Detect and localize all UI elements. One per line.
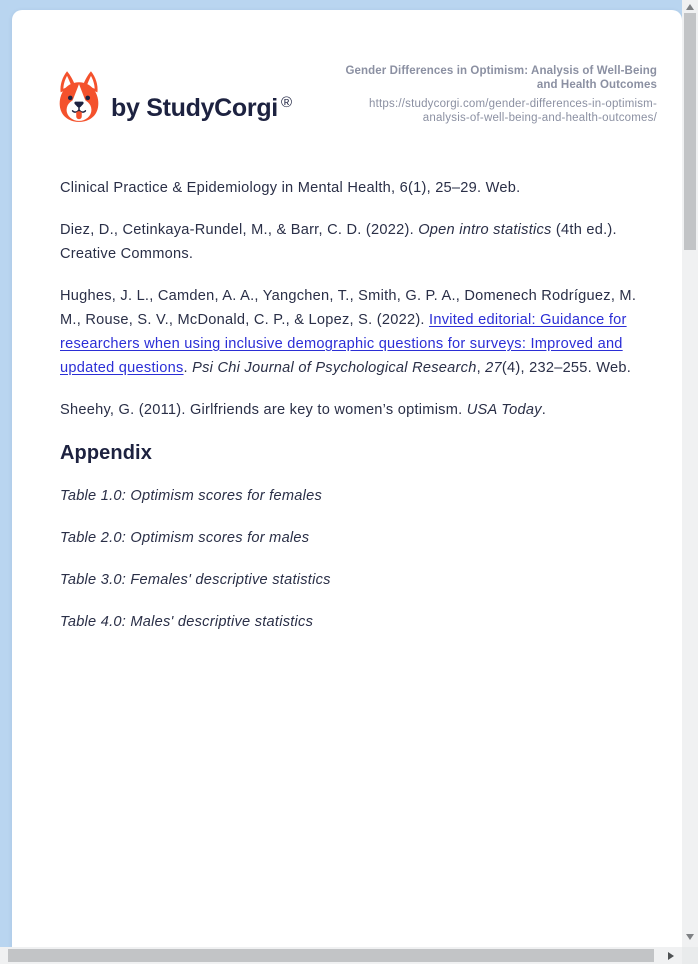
horizontal-scrollbar-thumb[interactable] xyxy=(8,949,654,962)
document-meta xyxy=(312,64,657,125)
table-caption: Table 2.0: Optimism scores for males xyxy=(60,530,310,546)
table-caption: Table 4.0: Males' descriptive statistics xyxy=(60,614,314,630)
document-url-line: analysis-of-well-being-and-health-outcomes/ xyxy=(422,112,657,124)
document-url-link[interactable] xyxy=(312,97,657,125)
reference-link[interactable]: Invited editorial: Guidance for researchers when using inclusive demographic questions for surveys: Improved and updated questions xyxy=(60,312,627,376)
reference-paragraph xyxy=(60,176,658,200)
document-page xyxy=(12,10,682,948)
reference-paragraph xyxy=(60,218,658,266)
scroll-right-icon xyxy=(668,952,674,960)
horizontal-scrollbar[interactable] xyxy=(0,947,682,964)
document-title-line: and Health Outcomes xyxy=(536,79,657,91)
scroll-right-button[interactable] xyxy=(663,948,679,964)
vertical-scrollbar[interactable] xyxy=(682,0,698,947)
registered-trademark-symbol: ® xyxy=(280,94,293,111)
appendix-heading: Appendix xyxy=(60,442,152,464)
text-run: Hughes, J. L., Camden, A. A., Yangchen, T., Smith, G. P. A., Domenech Rodríguez, M. M., Rouse, S. V., McDonald, C. P., & Lopez, S. (2022). xyxy=(60,288,637,328)
italic-text-run: Psi Chi Journal of Psychological Research xyxy=(192,360,477,376)
scroll-up-button[interactable] xyxy=(682,0,698,14)
reference-paragraph xyxy=(60,398,658,422)
studycorgi-brand[interactable] xyxy=(56,70,292,124)
text-run: Clinical Practice & Epidemiology in Mental Health, 6(1), 25–29. Web. xyxy=(60,180,521,196)
text-run: (4), 232–255. Web. xyxy=(501,360,632,376)
text-run: . xyxy=(183,360,193,376)
text-run: Diez, D., Cetinkaya-Rundel, M., & Barr, C. D. (2022). xyxy=(60,222,419,238)
italic-text-run: USA Today xyxy=(466,402,542,418)
vertical-scrollbar-thumb[interactable] xyxy=(684,13,696,250)
table-caption: Table 1.0: Optimism scores for females xyxy=(60,488,323,504)
reference-paragraph xyxy=(60,284,658,380)
brand-wordmark: by StudyCorgi xyxy=(111,94,278,122)
document-body xyxy=(60,176,658,652)
scroll-down-icon xyxy=(686,934,694,940)
corgi-logo-icon xyxy=(56,70,102,124)
table-caption: Table 3.0: Females' descriptive statistics xyxy=(60,572,331,588)
text-run: , xyxy=(476,360,486,376)
italic-text-run: 27 xyxy=(485,360,502,376)
text-run: Sheehy, G. (2011). Girlfriends are key to women’s optimism. xyxy=(60,402,467,418)
scroll-down-button[interactable] xyxy=(682,930,698,944)
document-title xyxy=(312,64,657,92)
scroll-up-icon xyxy=(686,4,694,10)
text-run: (4th ed.). Creative Commons. xyxy=(60,222,617,262)
italic-text-run: Open intro statistics xyxy=(418,222,552,238)
document-title-line: Gender Differences in Optimism: Analysis of Well-Being xyxy=(345,65,657,77)
document-url-line: https://studycorgi.com/gender-differences-in-optimism- xyxy=(369,98,657,110)
scrollbar-corner xyxy=(682,947,698,964)
text-run: . xyxy=(541,402,547,418)
